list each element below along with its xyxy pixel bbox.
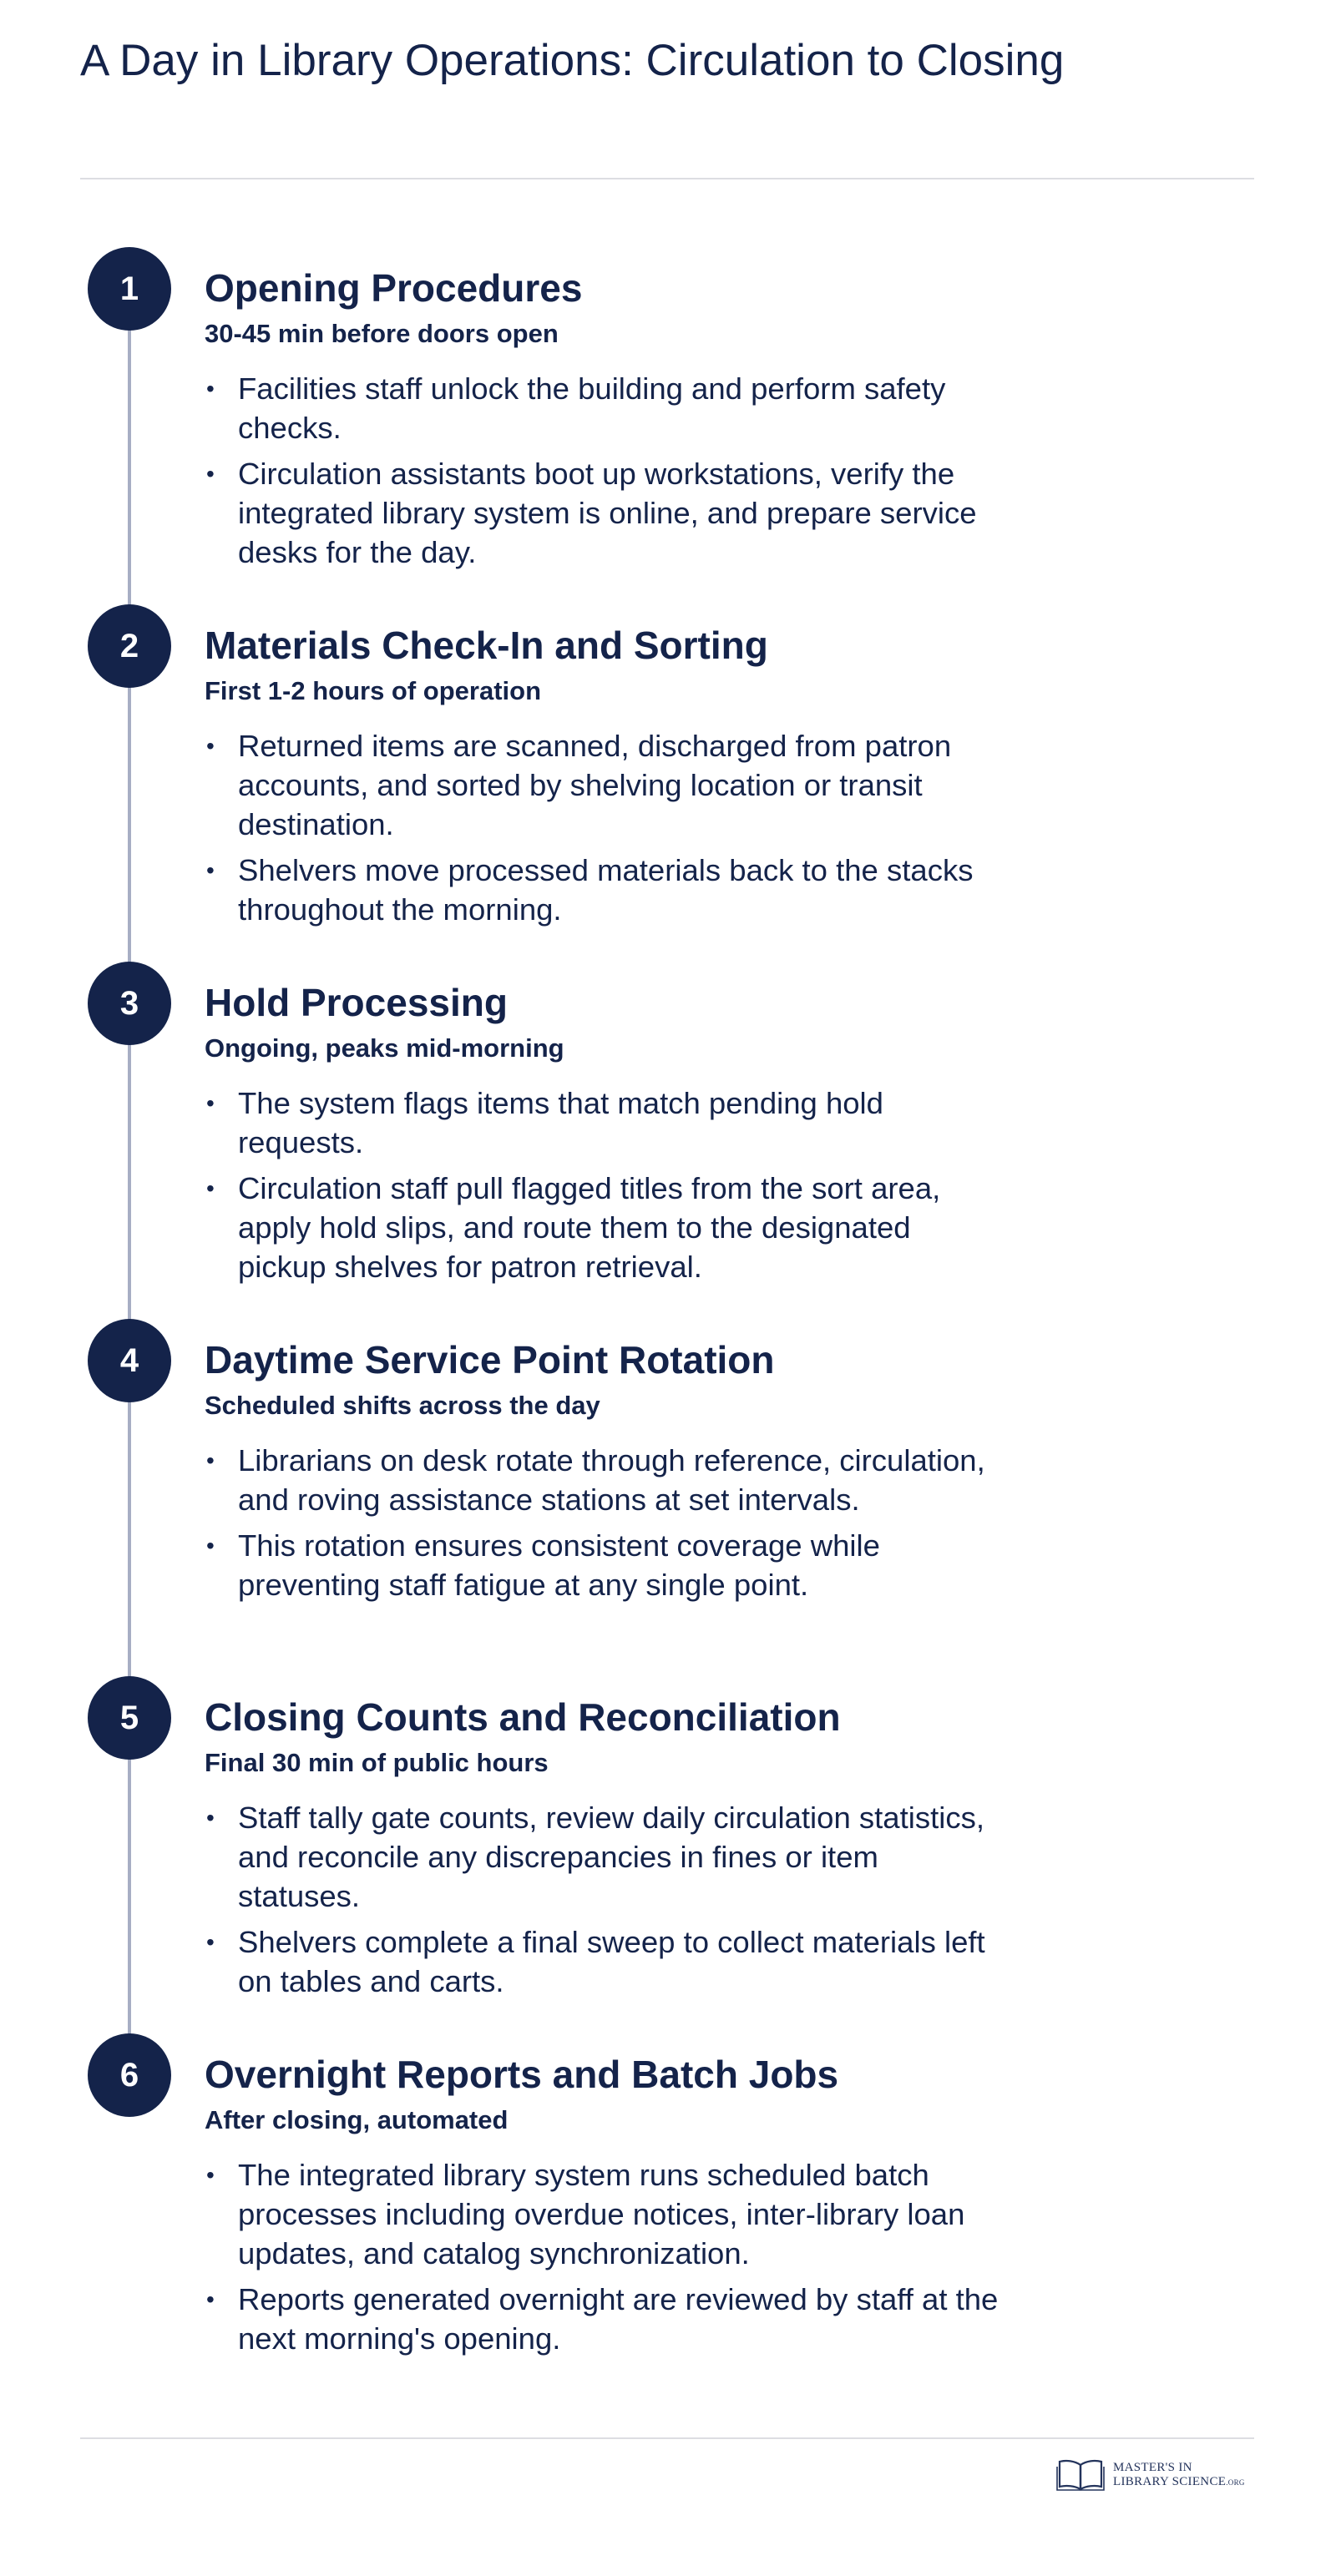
timeline-step: [0, 604, 1336, 955]
step-bullet: • Reports generated overnight are reviewed by staff at the next morning's opening.: [205, 2280, 1006, 2358]
step-bullet: • Circulation staff pull flagged titles from the sort area, apply hold slips, and route them to the designated pickup shelves for patron retrieval.: [205, 1169, 1006, 1286]
step-bullet-list: [205, 2155, 1006, 2365]
timeline-step: [0, 962, 1336, 1312]
step-number-badge: 2: [88, 604, 171, 688]
step-title: Daytime Service Point Rotation: [205, 1338, 775, 1381]
step-bullet: • Librarians on desk rotate through reference, circulation, and roving assistance stations at set intervals.: [205, 1441, 1006, 1519]
step-number-badge: 6: [88, 2033, 171, 2117]
step-number-badge: 1: [88, 247, 171, 331]
step-time: 30-45 min before doors open: [205, 319, 559, 348]
footer-divider: [80, 2437, 1254, 2439]
step-bullet: • Returned items are scanned, discharged from patron accounts, and sorted by shelving location or transit destination.: [205, 726, 1006, 844]
timeline-step: [0, 247, 1336, 598]
header-divider: [80, 178, 1254, 179]
step-bullet: • Shelvers complete a final sweep to collect materials left on tables and carts.: [205, 1922, 1006, 2001]
step-bullet: • This rotation ensures consistent coverage while preventing staff fatigue at any single point.: [205, 1526, 1006, 1604]
logo-name: LIBRARY SCIENCE: [1113, 2474, 1227, 2488]
step-bullet: • The system flags items that match pending hold requests.: [205, 1083, 1006, 1162]
step-bullet: • Staff tally gate counts, review daily circulation statistics, and reconcile any discrepancies in fines or item statuses.: [205, 1798, 1006, 1916]
step-number-badge: 4: [88, 1319, 171, 1402]
step-time: Ongoing, peaks mid-morning: [205, 1033, 564, 1063]
step-number-badge: 3: [88, 962, 171, 1045]
page-title: A Day in Library Operations: Circulation to Closing: [80, 36, 1065, 85]
step-number-badge: 5: [88, 1676, 171, 1760]
step-title: Overnight Reports and Batch Jobs: [205, 2053, 839, 2096]
site-logo: [1056, 2458, 1245, 2492]
timeline-step: [0, 1676, 1336, 2027]
step-bullet: • The integrated library system runs scheduled batch processes including overdue notices, inter-library loan updates, and catalog synchronization.: [205, 2155, 1006, 2273]
step-title: Materials Check-In and Sorting: [205, 624, 768, 667]
step-time: Scheduled shifts across the day: [205, 1391, 600, 1420]
step-time: After closing, automated: [205, 2105, 509, 2134]
step-title: Opening Procedures: [205, 266, 583, 310]
step-bullet-list: [205, 1441, 1006, 1611]
logo-wordmark: [1113, 2461, 1245, 2490]
step-bullet: • Facilities staff unlock the building and perform safety checks.: [205, 369, 1006, 447]
logo-line-1: MASTER'S IN: [1113, 2460, 1192, 2474]
step-bullet: • Circulation assistants boot up workstations, verify the integrated library system is online, and prepare service desks for the day.: [205, 454, 1006, 572]
logo-suffix: .ORG: [1226, 2478, 1245, 2487]
step-title: Hold Processing: [205, 981, 508, 1024]
open-book-icon: [1056, 2458, 1105, 2492]
step-bullet-list: [205, 1798, 1006, 2008]
logo-line-2: [1113, 2475, 1245, 2490]
timeline-step: [0, 1319, 1336, 1669]
step-title: Closing Counts and Reconciliation: [205, 1695, 841, 1739]
step-bullet-list: [205, 1083, 1006, 1293]
step-time: First 1-2 hours of operation: [205, 676, 542, 705]
step-bullet-list: [205, 369, 1006, 578]
step-bullet-list: [205, 726, 1006, 936]
step-bullet: • Shelvers move processed materials back to the stacks throughout the morning.: [205, 851, 1006, 929]
step-time: Final 30 min of public hours: [205, 1748, 549, 1777]
timeline-step: [0, 2033, 1336, 2384]
